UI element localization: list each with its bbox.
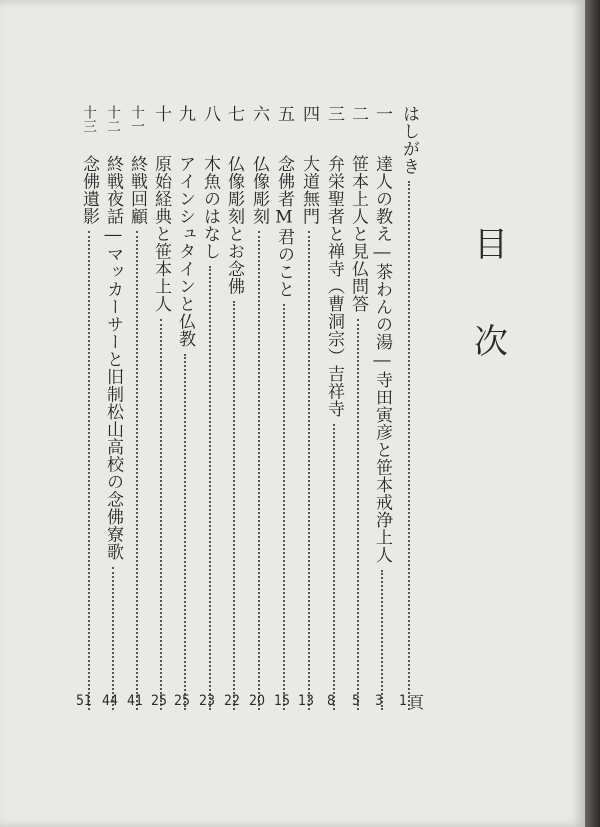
toc-leader-dots	[357, 319, 359, 711]
toc-entry-title: 弁栄聖者と禅寺（曹洞宗）吉祥寺	[324, 155, 344, 418]
toc-page-number: 8	[326, 693, 336, 709]
toc-entry	[149, 105, 173, 715]
toc-entry	[173, 105, 197, 715]
toc-entry-title: 木魚のはなし	[200, 155, 220, 260]
toc-entry	[198, 105, 222, 715]
toc-page-number: 23	[198, 693, 216, 709]
toc-page-number: 41	[126, 693, 144, 709]
toc-leader-dots	[160, 319, 162, 711]
toc-entry-title: 終戦夜話―マッカーサーと旧制松山高校の念佛寮歌	[103, 155, 123, 561]
toc-entry-number: 八	[200, 105, 220, 122]
toc-page-number: 3	[374, 693, 384, 709]
toc-entry-number: 五	[274, 105, 294, 122]
toc-page-number: 20	[248, 693, 266, 709]
toc-entry	[101, 105, 125, 715]
toc-entry-title: 仏像彫刻	[249, 155, 269, 225]
toc-entry	[272, 105, 296, 715]
toc-page-number: 5	[351, 693, 361, 709]
toc-leader-dots	[408, 181, 410, 710]
toc-page-number: 51	[75, 693, 93, 709]
toc-entry-title: アインシュタインと仏教	[175, 155, 195, 348]
toc-entry	[297, 105, 321, 715]
toc-page-number: 44	[101, 693, 119, 709]
toc-entry	[125, 105, 149, 715]
toc-entry-number: 七	[224, 105, 244, 122]
toc-page-number: 22	[223, 693, 241, 709]
toc-entry-title: 念佛遺影	[79, 155, 99, 225]
toc-entry-number: 二	[348, 105, 368, 122]
toc-leader-dots	[136, 231, 138, 710]
toc-entry-number: 十三	[81, 105, 97, 133]
toc-leader-dots	[258, 231, 260, 710]
toc-entry-number: 四	[299, 105, 319, 122]
toc-entry	[370, 105, 394, 715]
toc-page-number: 25	[173, 693, 191, 709]
toc-leader-dots	[308, 231, 310, 710]
page-unit-label: 頁	[408, 693, 425, 712]
toc-entry	[346, 105, 370, 715]
toc-entry-title: 笹本上人と見仏問答	[348, 155, 368, 313]
toc-entry-number: 九	[175, 105, 195, 122]
toc-entry-title: 達人の教え―茶わんの湯―寺田寅彦と笹本戒浄上人	[372, 155, 392, 564]
toc-page-number: 1	[398, 693, 408, 709]
toc-entry	[322, 105, 346, 715]
toc-entry-title: 原始経典と笹本上人	[151, 155, 171, 313]
toc-entry	[397, 105, 421, 715]
toc-leader-dots	[112, 567, 114, 711]
toc-entry-title: 終戦回顧	[127, 155, 147, 225]
toc-leader-dots	[381, 570, 383, 711]
contents-heading-char-2: 次	[474, 322, 508, 362]
toc-entry	[77, 105, 101, 715]
toc-leader-dots	[184, 354, 186, 711]
toc-entry-number: 六	[249, 105, 269, 122]
toc-entry-title: 仏像彫刻とお念佛	[224, 155, 244, 295]
toc-leader-dots	[283, 304, 285, 710]
toc-entry-title: 大道無門	[299, 155, 319, 225]
toc-entry-number: 三	[324, 105, 344, 122]
toc-leader-dots	[88, 231, 90, 710]
toc-leader-dots	[333, 424, 335, 711]
book-spine-shadow	[585, 0, 600, 827]
toc-entry-title: はしがき	[399, 105, 419, 175]
toc-leader-dots	[209, 266, 211, 710]
toc-entry-number: 一	[372, 105, 392, 122]
toc-entry-number: 十二	[105, 105, 121, 133]
toc-entry-number: 十	[151, 105, 171, 122]
toc-entry-title: 念佛者M君のこと	[274, 155, 294, 298]
toc-leader-dots	[233, 301, 235, 710]
toc-page-number: 25	[150, 693, 168, 709]
toc-page-number: 13	[297, 693, 315, 709]
toc-entry	[222, 105, 246, 715]
contents-heading-char-1: 目	[474, 225, 508, 265]
toc-entry-number: 十一	[129, 105, 145, 133]
toc-entry	[247, 105, 271, 715]
toc-page-number: 15	[273, 693, 291, 709]
